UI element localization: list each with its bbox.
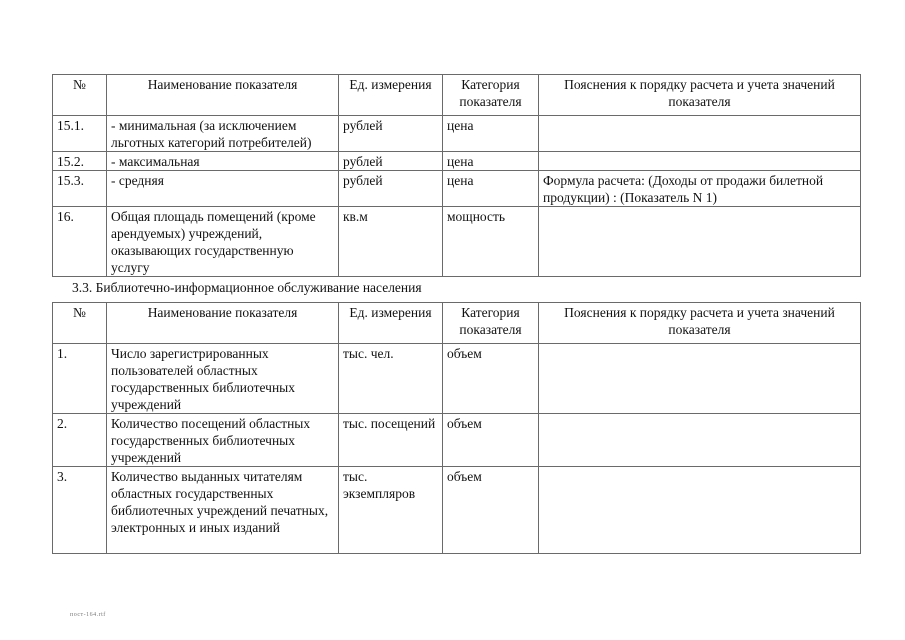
row-notes <box>539 207 861 277</box>
row-name: Общая площадь помещений (кроме арендуемых) учреждений, оказывающих государственную услугу <box>107 207 339 277</box>
header-unit: Ед. измерения <box>339 75 443 116</box>
table-row <box>53 344 861 414</box>
header-category: Категория показателя <box>443 75 539 116</box>
table-row <box>53 171 861 207</box>
row-num: 3. <box>53 467 107 554</box>
row-notes <box>539 414 861 467</box>
row-category: объем <box>443 414 539 467</box>
header-name: Наименование показателя <box>107 303 339 344</box>
row-num: 15.1. <box>53 116 107 152</box>
table-row <box>53 414 861 467</box>
row-notes <box>539 467 861 554</box>
table-row <box>53 116 861 152</box>
row-notes: Формула расчета: (Доходы от продажи билетной продукции) : (Показатель N 1) <box>539 171 861 207</box>
row-name: - средняя <box>107 171 339 207</box>
row-category: цена <box>443 116 539 152</box>
row-name: - максимальная <box>107 152 339 171</box>
row-num: 16. <box>53 207 107 277</box>
row-category: объем <box>443 467 539 554</box>
row-category: мощность <box>443 207 539 277</box>
table-header-row <box>53 303 861 344</box>
row-unit: тыс. посещений <box>339 414 443 467</box>
section-heading: 3.3. Библиотечно-информационное обслуживание населения <box>72 280 422 295</box>
header-notes: Пояснения к порядку расчета и учета значений показателя <box>539 303 861 344</box>
row-category: объем <box>443 344 539 414</box>
header-notes: Пояснения к порядку расчета и учета значений показателя <box>539 75 861 116</box>
table-header-row <box>53 75 861 116</box>
row-unit: кв.м <box>339 207 443 277</box>
row-name: - минимальная (за исключением льготных категорий потребителей) <box>107 116 339 152</box>
row-unit: рублей <box>339 171 443 207</box>
header-num: № <box>53 75 107 116</box>
row-category: цена <box>443 171 539 207</box>
table-row <box>53 152 861 171</box>
footer-file-mark: пост-164.rtf <box>70 612 106 618</box>
row-num: 15.3. <box>53 171 107 207</box>
row-notes <box>539 344 861 414</box>
indicator-table-continued <box>52 74 861 277</box>
library-indicator-table <box>52 302 861 554</box>
row-name: Количество выданных читателям областных государственных библиотечных учреждений печатных, электронных и иных изданий <box>107 467 339 554</box>
table-row <box>53 467 861 554</box>
row-num: 15.2. <box>53 152 107 171</box>
header-num: № <box>53 303 107 344</box>
row-unit: рублей <box>339 116 443 152</box>
header-unit: Ед. измерения <box>339 303 443 344</box>
row-name: Число зарегистрированных пользователей областных государственных библиотечных учреждений <box>107 344 339 414</box>
row-notes <box>539 116 861 152</box>
header-category: Категория показателя <box>443 303 539 344</box>
row-unit: рублей <box>339 152 443 171</box>
row-unit: тыс. чел. <box>339 344 443 414</box>
row-name: Количество посещений областных государственных библиотечных учреждений <box>107 414 339 467</box>
header-name: Наименование показателя <box>107 75 339 116</box>
row-notes <box>539 152 861 171</box>
row-num: 2. <box>53 414 107 467</box>
row-category: цена <box>443 152 539 171</box>
table-row <box>53 207 861 277</box>
row-num: 1. <box>53 344 107 414</box>
row-unit: тыс. экземпляров <box>339 467 443 554</box>
